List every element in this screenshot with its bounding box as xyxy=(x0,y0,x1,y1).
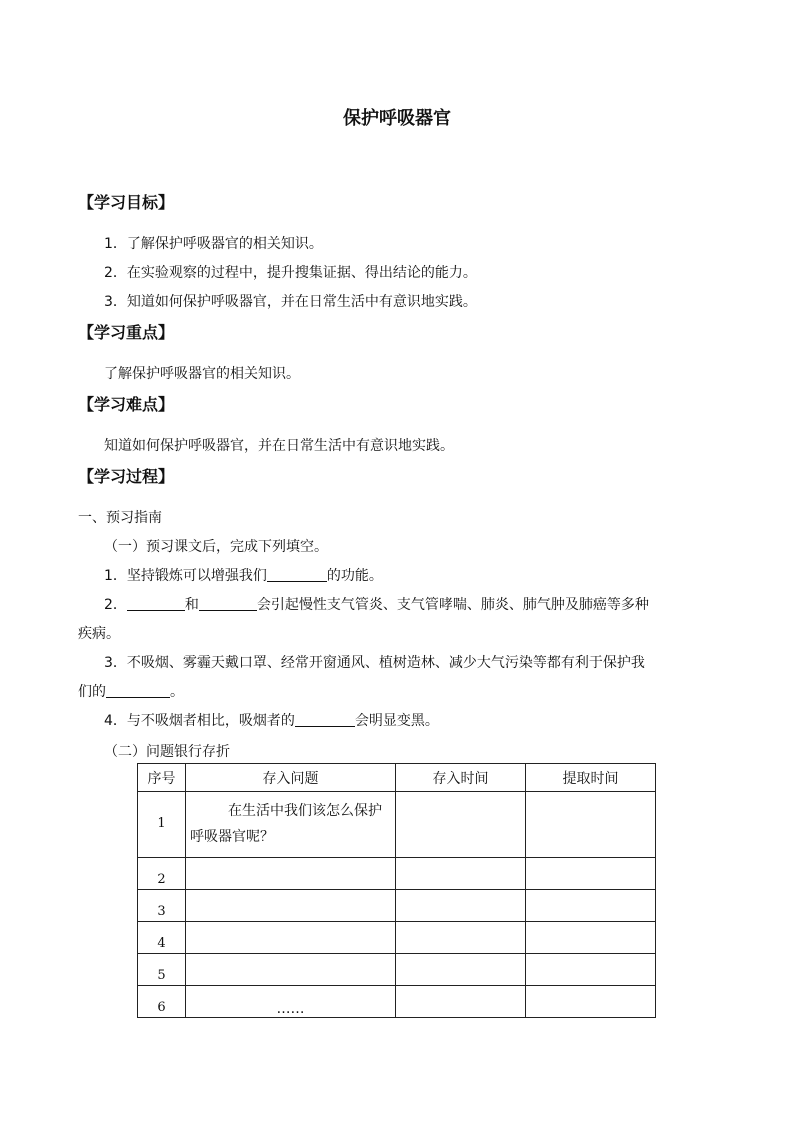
column-header: 存入问题 xyxy=(186,764,396,792)
row-number: 3 xyxy=(138,890,186,922)
fill-blank-instruction: （一）预习课文后，完成下列填空。 xyxy=(104,539,328,555)
question-1: 1．坚持锻炼可以增强我们 的功能。 xyxy=(104,568,383,584)
table-row xyxy=(138,922,656,954)
deposit-time-cell[interactable] xyxy=(396,792,526,858)
deposit-time-cell[interactable] xyxy=(396,890,526,922)
question-3-line-2: 们的 。 xyxy=(78,684,184,700)
table-row xyxy=(138,792,656,858)
question-2-continuation: 疾病。 xyxy=(78,626,120,642)
row-number: 6 xyxy=(138,986,186,1018)
question-cell[interactable] xyxy=(186,858,396,890)
withdraw-time-cell[interactable] xyxy=(526,954,656,986)
row-number: 4 xyxy=(138,922,186,954)
question-bank-table xyxy=(137,763,656,1018)
table-row xyxy=(138,986,656,1018)
answer-blank[interactable] xyxy=(127,596,185,611)
question-4: 4．与不吸烟者相比，吸烟者的 会明显变黑。 xyxy=(104,713,439,729)
page-title: 保护呼吸器官 xyxy=(343,108,451,129)
withdraw-time-cell[interactable] xyxy=(526,792,656,858)
process-heading: 【学习过程】 xyxy=(78,467,175,486)
withdraw-time-cell[interactable] xyxy=(526,890,656,922)
question-cell[interactable] xyxy=(186,890,396,922)
answer-blank[interactable] xyxy=(267,567,327,582)
question-cell[interactable]: …… xyxy=(186,986,396,1018)
question-2: 2． 和 会引起慢性支气管炎、支气管哮喘、肺炎、肺气肿及肺癌等多种 xyxy=(104,597,649,613)
objectives-heading: 【学习目标】 xyxy=(78,193,175,212)
question-cell[interactable] xyxy=(186,922,396,954)
difficulties-heading: 【学习难点】 xyxy=(78,395,175,414)
row-number: 1 xyxy=(138,792,186,858)
column-header: 提取时间 xyxy=(526,764,656,792)
difficulties-text: 知道如何保护呼吸器官，并在日常生活中有意识地实践。 xyxy=(104,438,454,454)
question-3-line-1: 3．不吸烟、雾霾天戴口罩、经常开窗通风、植树造林、减少大气污染等都有利于保护我 xyxy=(104,655,645,671)
deposit-time-cell[interactable] xyxy=(396,954,526,986)
withdraw-time-cell[interactable] xyxy=(526,922,656,954)
column-header: 存入时间 xyxy=(396,764,526,792)
objective-item: 1．了解保护呼吸器官的相关知识。 xyxy=(104,236,323,252)
withdraw-time-cell[interactable] xyxy=(526,986,656,1018)
question-cell[interactable]: 在生活中我们该怎么保护呼吸器官呢？ xyxy=(186,792,396,858)
answer-blank[interactable] xyxy=(295,712,355,727)
question-cell[interactable] xyxy=(186,954,396,986)
question-bank-title: （二）问题银行存折 xyxy=(104,744,230,760)
deposit-time-cell[interactable] xyxy=(396,986,526,1018)
table-row xyxy=(138,858,656,890)
column-header: 序号 xyxy=(138,764,186,792)
key-points-text: 了解保护呼吸器官的相关知识。 xyxy=(104,366,300,382)
deposit-time-cell[interactable] xyxy=(396,858,526,890)
withdraw-time-cell[interactable] xyxy=(526,858,656,890)
deposit-time-cell[interactable] xyxy=(396,922,526,954)
answer-blank[interactable] xyxy=(106,683,170,698)
preview-guide-title: 一、预习指南 xyxy=(78,510,162,526)
objective-item: 3．知道如何保护呼吸器官，并在日常生活中有意识地实践。 xyxy=(104,294,477,310)
row-number: 2 xyxy=(138,858,186,890)
table-row xyxy=(138,954,656,986)
answer-blank[interactable] xyxy=(199,596,257,611)
table-row xyxy=(138,890,656,922)
objective-item: 2．在实验观察的过程中，提升搜集证据、得出结论的能力。 xyxy=(104,265,477,281)
row-number: 5 xyxy=(138,954,186,986)
key-points-heading: 【学习重点】 xyxy=(78,323,175,342)
table-header-row xyxy=(138,764,656,792)
